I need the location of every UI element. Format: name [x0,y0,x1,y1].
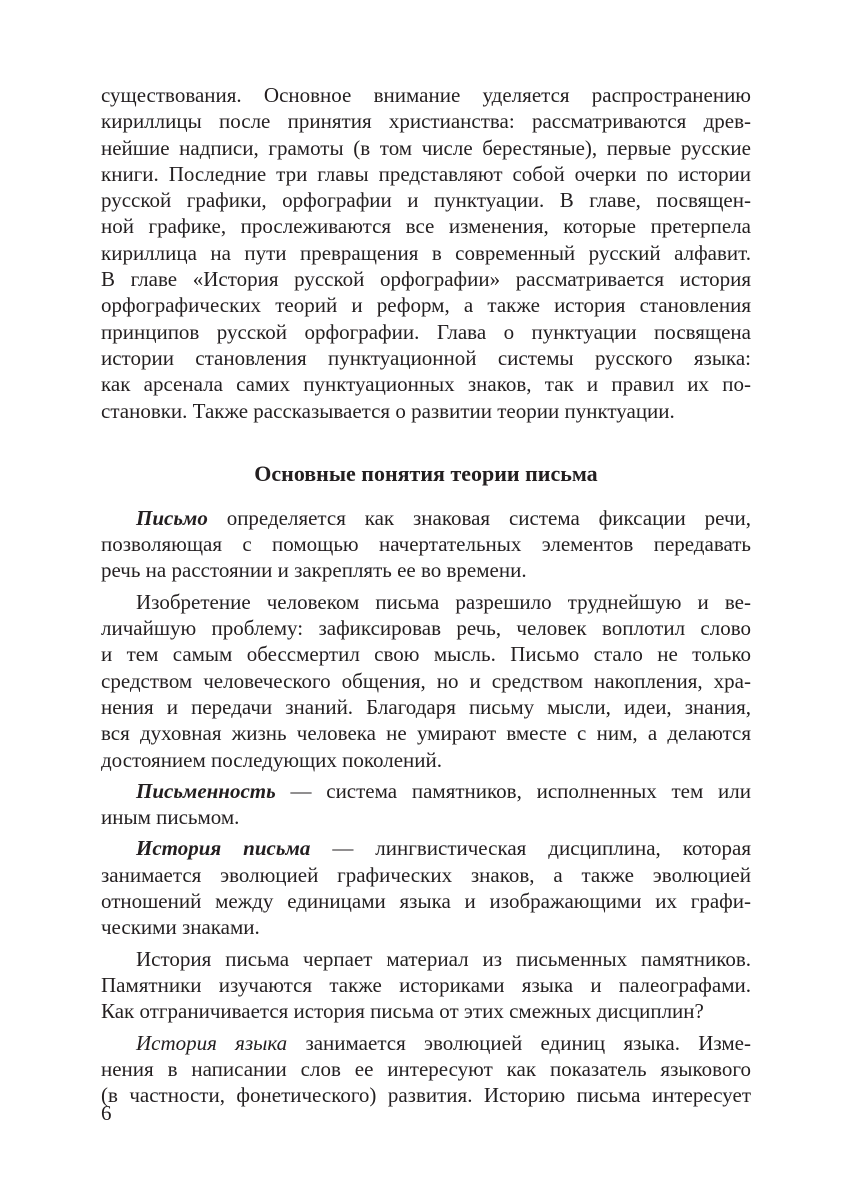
text-line: как арсенала самих пунктуационных знаков, так и правил их по- [101,372,751,397]
paragraph-invention [101,589,751,773]
text-line: Как отграничивается история письма от этих смежных дисциплин? [101,999,704,1024]
text-line: личайшую проблему: зафиксировав речь, человек воплотил слово [101,616,751,641]
text-fragment: занимается эволюцией единиц языка. Изме- [287,1030,751,1055]
text-line: ной графике, прослеживаются все изменения, которые претерпела [101,214,751,239]
term-history-of-writing: История письма [136,836,311,861]
section-heading: Основные понятия теории письма [254,460,598,486]
text-line [101,778,751,804]
text-line: принципов русской орфографии. Глава о пунктуации посвящена [101,319,751,344]
paragraph-definition-literacy [101,778,751,831]
text-line: позволяющая с помощью начертательных элементов передавать [101,532,751,557]
text-line: и тем самым обессмертил свою мысль. Письмо стало не только [101,642,751,667]
text-line: истории становления пунктуационной системы русского языка: [101,345,751,370]
text-line: средством человеческого общения, но и средством накопления, хра- [101,668,751,693]
text-line: русской графики, орфографии и пунктуации. В главе, посвящен- [101,188,751,213]
text-line: становки. Также рассказывается о развитии теории пунктуации. [101,398,675,423]
text-fragment: — лингвистическая дисциплина, которая [310,836,751,861]
text-line: кириллицы после принятия христианства: рассматриваются древ- [101,109,751,134]
text-line: существования. Основное внимание уделяется распространению [101,83,751,107]
text-line: Памятники изучаются также историками языка и палеографами. [101,972,751,997]
text-fragment: определяется как знаковая система фиксации речи, [207,505,751,530]
text-line [101,505,751,531]
text-fragment: — система памятников, исполненных тем или [275,778,751,803]
text-line: орфографических теорий и реформ, а также история становления [101,293,751,318]
text-line: речь на расстоянии и закреплять ее во времени. [101,558,527,583]
text-line: (в частности, фонетического) развития. Историю письма интересует [101,1083,751,1108]
intro-paragraph [101,82,751,424]
text-line: Изобретение человеком письма разрешило труднейшую и ве- [136,589,751,614]
paragraph-definition-history-of-writing [101,835,751,940]
text-line: нения и передачи знаний. Благодаря письму мысли, идеи, знания, [101,694,751,719]
text-line: книги. Последние три главы представляют собой очерки по истории [101,161,751,186]
term-history-of-language: История языка [136,1030,288,1055]
text-line: иным письмом. [101,805,240,830]
text-line [101,835,751,861]
page-number: 6 [101,1101,112,1125]
text-line: ческими знаками. [101,915,260,940]
paragraph-definition-writing [101,505,751,584]
paragraph-sources [101,946,751,1025]
text-line: В главе «История русской орфографии» рассматривается история [101,267,751,292]
text-line: кириллица на пути превращения в современный русский алфавит. [101,240,751,265]
text-line: История письма черпает материал из письменных памятников. [136,946,751,971]
text-line: вся духовная жизнь человека не умирают вместе с ним, а делаются [101,721,751,746]
text-line: занимается эволюцией графических знаков, а также эволюцией [101,862,751,887]
page-body [101,82,751,1108]
text-line: нения в написании слов ее интересуют как показатель языкового [101,1056,751,1081]
text-line [101,1030,751,1056]
text-line: достоянием последующих поколений. [101,747,443,772]
text-line: отношений между единицами языка и изображающими их графи- [101,889,751,914]
text-line: нейшие надписи, грамоты (в том числе берестяные), первые русские [101,135,751,160]
paragraph-history-of-language [101,1030,751,1109]
term-written-monuments: Письменность [136,778,276,803]
term-writing: Письмо [136,505,208,530]
